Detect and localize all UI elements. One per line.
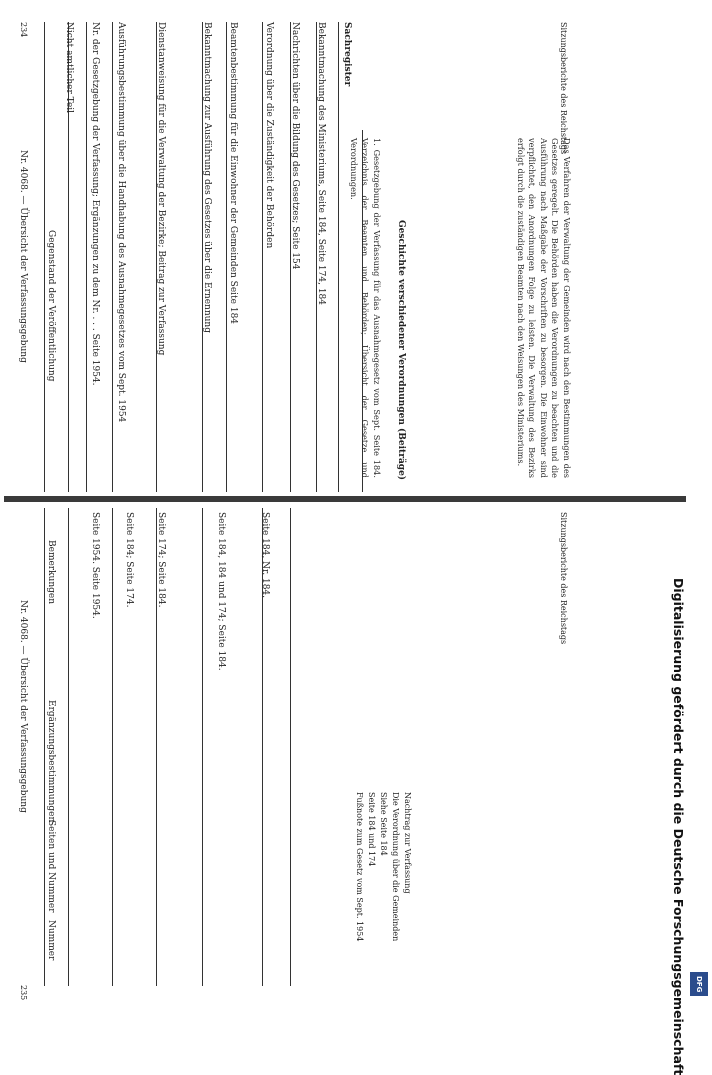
bottom-header-3: Nummer [46,920,56,961]
scan-background [4,0,684,1000]
top-col2-text: 1. Gesetzgebung der Verfassung für das Ausnahmegesetz vom Sept. Seite 184. Verzeichnis der Beamten und Behörden; Übersicht der Gesetze und Verordnungen. [348,138,382,478]
credit-sidebar [686,0,712,1000]
top-running-head: Nr. 4068. — Übersicht der Verfassungsgebung [18,150,28,363]
bottom-note-3: Die Verordnung über die Gemeinden [391,792,400,942]
bottom-entry-2: Seite 174; Seite 184. [156,512,166,608]
dfg-credit-text: Digitalisierung gefördert durch die Deutsche Forschungsgemeinschaft [671,578,686,1075]
top-entry-3: Dienstanweisung für die Verwaltung der Bezirke; Beitrag zur Verfassung [156,22,166,356]
top-col2-subheading: Geschichte verschiedener Verordnungen (Beiträge) [396,220,406,481]
bottom-entry-1: Seite 184; Seite 174. [124,512,134,608]
top-entry-5: Beamtenbestimmung für die Einwohner der Gemeinden Seite 184 [228,22,238,325]
bottom-rule-5 [202,508,203,986]
bottom-header-1: Ergänzungsbestimmungen [46,700,56,823]
bottom-header-2: Seiten und Nummer [46,820,56,913]
top-entry-0: Nicht amtlicher Teil [64,22,74,114]
bottom-entry-0: Seite 1954. Seite 1954. [90,512,100,619]
bottom-page-number: 235 [19,985,28,1001]
bottom-rule-7 [290,508,291,986]
bottom-entry-3: Seite 184, 184 und 174; Seite 184. [216,512,226,671]
page-gutter [4,496,694,502]
bottom-note-0: Fußnote zum Gesetz vom Sept. 1954 [355,792,364,942]
top-entry-4: Bekanntmachung zur Ausführung des Gesetzes über die Ernennung [202,22,212,333]
top-rule-4 [112,22,113,492]
top-footnote: Sitzungsberichte des Reichstags [559,22,568,155]
dfg-logo: DFG [690,972,708,996]
bottom-rule-3 [112,508,113,986]
bottom-note-2: Siehe Seite 184 [379,792,388,856]
bottom-entry-4: Seite 184, Nr. 184. [260,512,270,599]
top-entry-6: Verordnung über die Zuständigkeit der Behörden [264,22,274,249]
top-entry-1: Nr. der Gesetzgebung der Verfassung; Ergänzungen zu dem Nr. . . . Seite 1954. [90,22,100,386]
top-entry-8: Bekanntmachung des Ministeriums, Seite 184, Seite 174, 184 [316,22,326,305]
top-rule-11 [338,22,339,492]
top-header-col: Gegenstand der Veröffentlichung [46,230,56,382]
top-entry-7: Nachrichten über die Bildung des Gesetzes; Seite 154 [290,22,300,270]
bottom-running-head: Nr. 4068. — Übersicht der Verfassungsgebung [18,600,28,813]
bottom-rule-2 [68,508,69,986]
bottom-header-0: Bemerkungen [46,540,56,605]
top-entry-2: Ausführungsbestimmung über die Handhabung des Ausnahmegesetzes vom Sept. 1954 [116,22,126,423]
top-page-number: 234 [19,22,28,38]
top-rule-3 [86,22,87,492]
top-col2-heading: Sachregister [342,22,352,87]
top-body-text: Das Verfahren der Verwaltung der Gemeinden wird nach den Bestimmungen des Gesetzes geregelt. Die Behörden haben die Verordnungen zu beachten und die Ausführung nach Maßgabe der Vorschriften zu besorgen. Die Einwohner sind verpflichtet, den Anordnungen Folge zu leisten. Die Verwaltung des Bezirks erfolgt durch die zuständigen Beamten nach den Weisungen des Ministeriums. [515,138,572,478]
bottom-footnote: Sitzungsberichte des Reichstags [559,512,568,645]
bottom-note-4: Nachtrag zur Verfassung [403,792,412,894]
bottom-note-1: Seite 184 und 174 [367,792,376,867]
